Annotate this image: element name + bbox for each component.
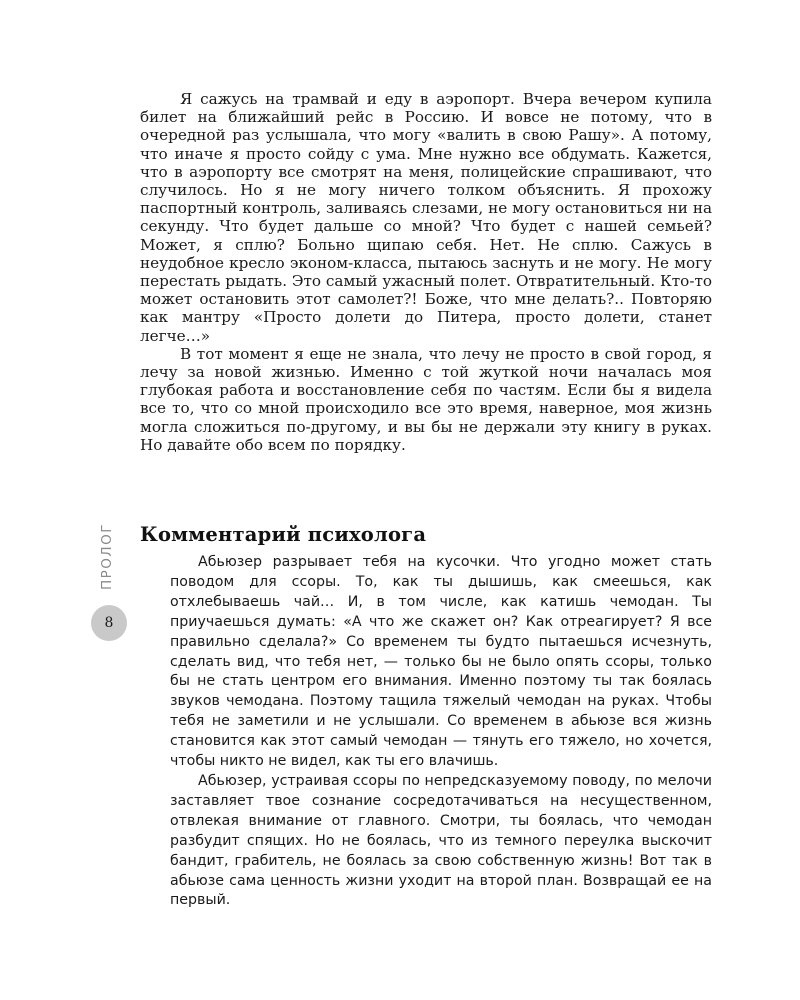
narrative-paragraph: Я сажусь на трамвай и еду в аэропорт. Вчера вечером купила билет на ближайший рейс в Россию. И вовсе не потому, что в очередной раз услышала, что могу «валить в свою Рашу». А потому, что иначе я просто сойду с ума. Мне нужно все обдумать. Кажется, что в аэропорту все смотрят на меня, полицейские спрашивают, что случилось. Но я не могу ничего толком объяснить. Я прохожу паспортный контроль, заливаясь слезами, не могу остановиться ни на секунду. Что будет дальше со мной? Что будет с нашей семьей? Может, я сплю? Больно щипаю себя. Нет. Не сплю. Сажусь в неудобное кресло эконом-класса, пытаюсь заснуть и не могу. Не могу перестать рыдать. Это самый ужасный полет. Отвратительный. Кто-то может остановить этот самолет?! Боже, что мне делать?.. Повторяю как мантру «Просто долети до Питера, просто долети, станет легче…»: [140, 90, 712, 345]
commentary-paragraph: Абьюзер, устраивая ссоры по непредсказуемому поводу, по мелочи заставляет твое сознание сосредотачиваться на несущественном, отвлекая внимание от главного. Смотри, ты боялась, что чемодан разбудит спящих. Но не боялась, что из темного переулка выскочит бандит, грабитель, не боялась за свою собственную жизнь! Вот так в абьюзе сама ценность жизни уходит на второй план. Возвращай ее на первый.: [170, 772, 712, 909]
chapter-label: ПРОЛОГ: [99, 523, 115, 591]
narrative-text: [140, 90, 712, 454]
psychologist-commentary: [170, 553, 712, 911]
commentary-title: Комментарий психолога: [140, 523, 427, 546]
page-number-badge: 8: [91, 605, 127, 641]
commentary-paragraph: Абьюзер разрывает тебя на кусочки. Что угодно может стать поводом для ссоры. То, как ты дышишь, как смеешься, как отхлебываешь чай… И, в том числе, как катишь чемодан. Ты приучаешься думать: «А что же скажет он? Как отреагирует? Я все правильно сделала?» Со временем ты будто пытаешься исчезнуть, сделать вид, что тебя нет, — только бы не было опять ссоры, только бы не стать центром его внимания. Именно поэтому ты так боялась звуков чемодана. Поэтому тащила тяжелый чемодан на руках. Чтобы тебя не заметили и не услышали. Со временем в абьюзе вся жизнь становится как этот самый чемодан — тянуть его тяжело, но хочется, чтобы никто не видел, как ты его влачишь.: [170, 554, 712, 770]
narrative-paragraph: В тот момент я еще не знала, что лечу не просто в свой город, я лечу за новой жизнью. Именно с той жуткой ночи началась моя глубокая работа и восстановление себя по частям. Если бы я видела все то, что со мной происходило все это время, наверное, моя жизнь могла сложиться по-другому, и вы бы не держали эту книгу в руках. Но давайте обо всем по порядку.: [140, 344, 712, 454]
